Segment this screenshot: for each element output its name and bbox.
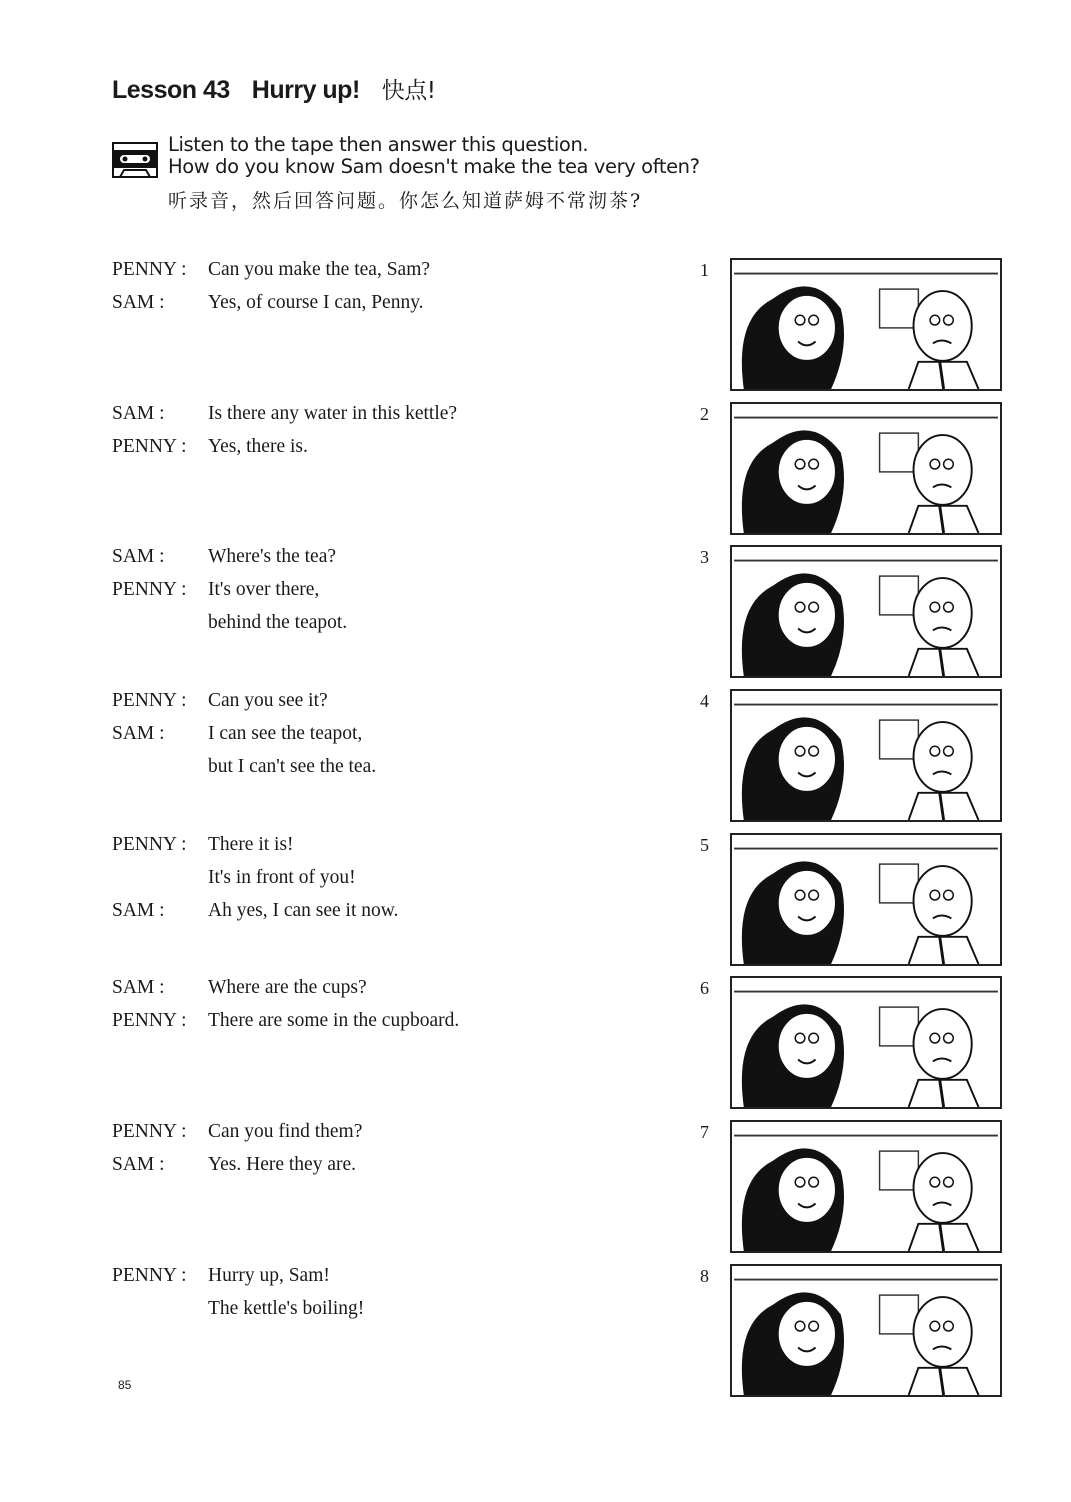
speaker: PENNY :: [112, 690, 187, 711]
dialogue-line: [112, 403, 457, 436]
lesson-title: [112, 72, 458, 105]
line-text: Yes, of course I can, Penny.: [208, 292, 424, 313]
cartoon-illustration: [732, 1266, 1000, 1395]
dialogue-line: [112, 1298, 364, 1331]
speaker: PENNY :: [112, 259, 187, 280]
dialogue-line: [112, 723, 376, 756]
lesson-number: Lesson 43: [112, 76, 230, 104]
panel-number: 3: [700, 547, 709, 567]
dialogue-line: [112, 756, 376, 789]
panel-number: 5: [700, 835, 709, 855]
page-number: 85: [118, 1378, 132, 1392]
speaker: PENNY :: [112, 1121, 187, 1142]
dialogue-block: [112, 259, 430, 325]
line-text: Yes, there is.: [208, 436, 308, 457]
line-text: Where are the cups?: [208, 977, 367, 998]
question-line: How do you know Sam doesn't make the tea very often?: [168, 155, 700, 178]
dialogue-line: [112, 259, 430, 292]
cassette-tape-icon: [112, 142, 158, 178]
line-text: It's over there,: [208, 579, 320, 600]
cartoon-illustration: [732, 978, 1000, 1107]
panel-number: 2: [700, 404, 709, 424]
dialogue-block: [112, 403, 457, 469]
illustration-panel: [730, 1264, 1002, 1397]
lesson-name-cn: 快点!: [381, 78, 436, 104]
line-text: behind the teapot.: [208, 612, 348, 633]
speaker: SAM :: [112, 723, 165, 744]
dialogue-line: [112, 436, 457, 469]
speaker: PENNY :: [112, 579, 187, 600]
line-text: Hurry up, Sam!: [208, 1265, 330, 1286]
panel-number: 1: [700, 260, 709, 280]
instructions: [168, 134, 700, 178]
dialogue-block: [112, 546, 347, 645]
dialogue-line: [112, 292, 430, 325]
speaker: SAM :: [112, 292, 165, 313]
line-text: There are some in the cupboard.: [208, 1010, 460, 1031]
dialogue-block: [112, 1265, 364, 1331]
panel-number: 7: [700, 1122, 709, 1142]
illustration-panel: [730, 1120, 1002, 1253]
illustration-panel: [730, 402, 1002, 535]
speaker: SAM :: [112, 546, 165, 567]
dialogue-line: [112, 867, 398, 900]
line-text: Can you find them?: [208, 1121, 363, 1142]
speaker: SAM :: [112, 1154, 165, 1175]
speaker: PENNY :: [112, 1265, 187, 1286]
speaker: PENNY :: [112, 834, 187, 855]
line-text: It's in front of you!: [208, 867, 356, 888]
speaker: [112, 867, 208, 900]
line-text: The kettle's boiling!: [208, 1298, 365, 1319]
illustration-panel: [730, 258, 1002, 391]
dialogue-block: [112, 1121, 362, 1187]
dialogue-line: [112, 546, 347, 579]
line-text: Is there any water in this kettle?: [208, 403, 458, 424]
speaker: PENNY :: [112, 1010, 187, 1031]
illustration-panel: [730, 689, 1002, 822]
instruction-cn: 听录音，然后回答问题。你怎么知道萨姆不常沏茶?: [168, 190, 643, 212]
cartoon-illustration: [732, 1122, 1000, 1251]
dialogue-line: [112, 690, 376, 723]
panel-number: 4: [700, 691, 709, 711]
dialogue-block: [112, 690, 376, 789]
dialogue-block: [112, 977, 459, 1043]
lesson-name: Hurry up!: [251, 76, 360, 104]
dialogue-line: [112, 1121, 362, 1154]
cartoon-illustration: [732, 547, 1000, 676]
instruction-line: Listen to the tape then answer this question.: [168, 133, 589, 156]
line-text: There it is!: [208, 834, 294, 855]
cartoon-illustration: [732, 691, 1000, 820]
dialogue-line: [112, 612, 347, 645]
line-text: Ah yes, I can see it now.: [208, 900, 399, 921]
line-text: I can see the teapot,: [208, 723, 363, 744]
dialogue-line: [112, 579, 347, 612]
illustration-panel: [730, 545, 1002, 678]
panel-number: 8: [700, 1266, 709, 1286]
dialogue-line: [112, 977, 459, 1010]
cartoon-illustration: [732, 404, 1000, 533]
line-text: Where's the tea?: [208, 546, 337, 567]
line-text: Can you see it?: [208, 690, 328, 711]
speaker: SAM :: [112, 403, 165, 424]
line-text: Can you make the tea, Sam?: [208, 259, 431, 280]
cartoon-illustration: [732, 835, 1000, 964]
dialogue-line: [112, 1154, 362, 1187]
speaker: [112, 1298, 208, 1331]
speaker: [112, 612, 208, 645]
speaker: PENNY :: [112, 436, 187, 457]
illustration-panel: [730, 833, 1002, 966]
illustration-panel: [730, 976, 1002, 1109]
panel-number: 6: [700, 978, 709, 998]
cartoon-illustration: [732, 260, 1000, 389]
speaker: SAM :: [112, 977, 165, 998]
dialogue-line: [112, 900, 398, 933]
line-text: but I can't see the tea.: [208, 756, 377, 777]
dialogue-line: [112, 1010, 459, 1043]
dialogue-block: [112, 834, 398, 933]
speaker: SAM :: [112, 900, 165, 921]
speaker: [112, 756, 208, 789]
dialogue-line: [112, 834, 398, 867]
line-text: Yes. Here they are.: [208, 1154, 357, 1175]
dialogue-line: [112, 1265, 364, 1298]
